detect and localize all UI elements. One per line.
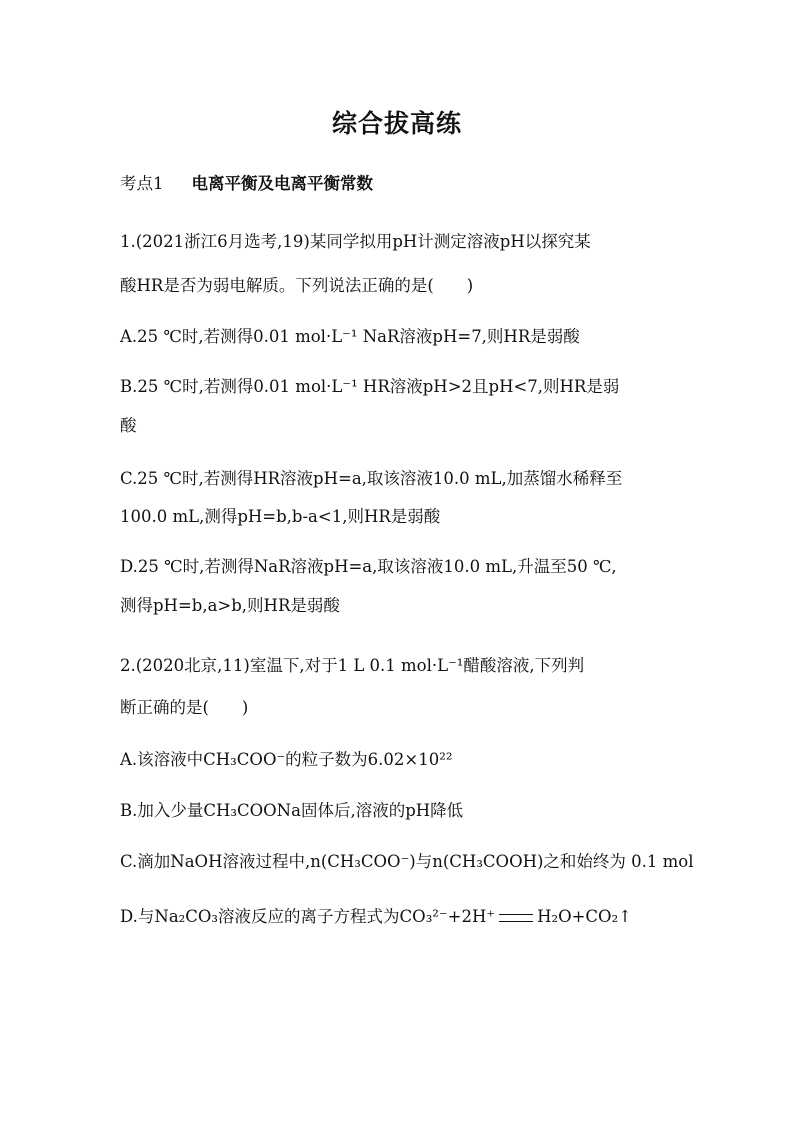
- q1-option-c-line2: 100.0 mL,测得pH=b,b-a<1,则HR是弱酸: [120, 507, 441, 526]
- q2-option-c: C.滴加NaOH溶液过程中,n(CH₃COO⁻)与n(CH₃COOH)之和始终为 0.1 mol: [120, 852, 694, 871]
- q1-option-a: A.25 ℃时,若测得0.01 mol·L⁻¹ NaR溶液pH=7,则HR是弱酸: [120, 327, 580, 346]
- q2-option-d-right: H₂O+CO₂↑: [537, 907, 633, 926]
- equals-arrow-icon: [499, 914, 533, 922]
- q2-option-b: B.加入少量CH₃COONa固体后,溶液的pH降低: [120, 801, 464, 820]
- q1-option-c-line1: C.25 ℃时,若测得HR溶液pH=a,取该溶液10.0 mL,加蒸馏水稀释至: [120, 469, 623, 488]
- q2-option-d-left: D.与Na₂CO₃溶液反应的离子方程式为CO₃²⁻+2H⁺: [120, 907, 496, 926]
- q1-stem-line1: 1.(2021浙江6月选考,19)某同学拟用pH计测定溶液pH以探究某: [120, 232, 591, 251]
- section-heading: [120, 170, 373, 194]
- q2-option-d: [120, 903, 632, 927]
- q2-option-a: A.该溶液中CH₃COO⁻的粒子数为6.02×10²²: [120, 750, 453, 769]
- q1-stem-line2: 酸HR是否为弱电解质。下列说法正确的是( ): [120, 276, 474, 295]
- q1-option-d-line1: D.25 ℃时,若测得NaR溶液pH=a,取该溶液10.0 mL,升温至50 ℃,: [120, 557, 617, 576]
- page-title: 综合拔高练: [331, 109, 462, 138]
- q1-option-b-line2: 酸: [120, 416, 137, 435]
- q1-option-d-line2: 测得pH=b,a>b,则HR是弱酸: [120, 596, 340, 615]
- q2-stem-line2: 断正确的是( ): [120, 698, 249, 717]
- q2-stem-line1: 2.(2020北京,11)室温下,对于1 L 0.1 mol·L⁻¹醋酸溶液,下列判: [120, 656, 585, 675]
- q1-option-b-line1: B.25 ℃时,若测得0.01 mol·L⁻¹ HR溶液pH>2且pH<7,则HR是弱: [120, 377, 620, 396]
- section-number: 考点1: [120, 174, 164, 193]
- section-name: 电离平衡及电离平衡常数: [191, 174, 373, 193]
